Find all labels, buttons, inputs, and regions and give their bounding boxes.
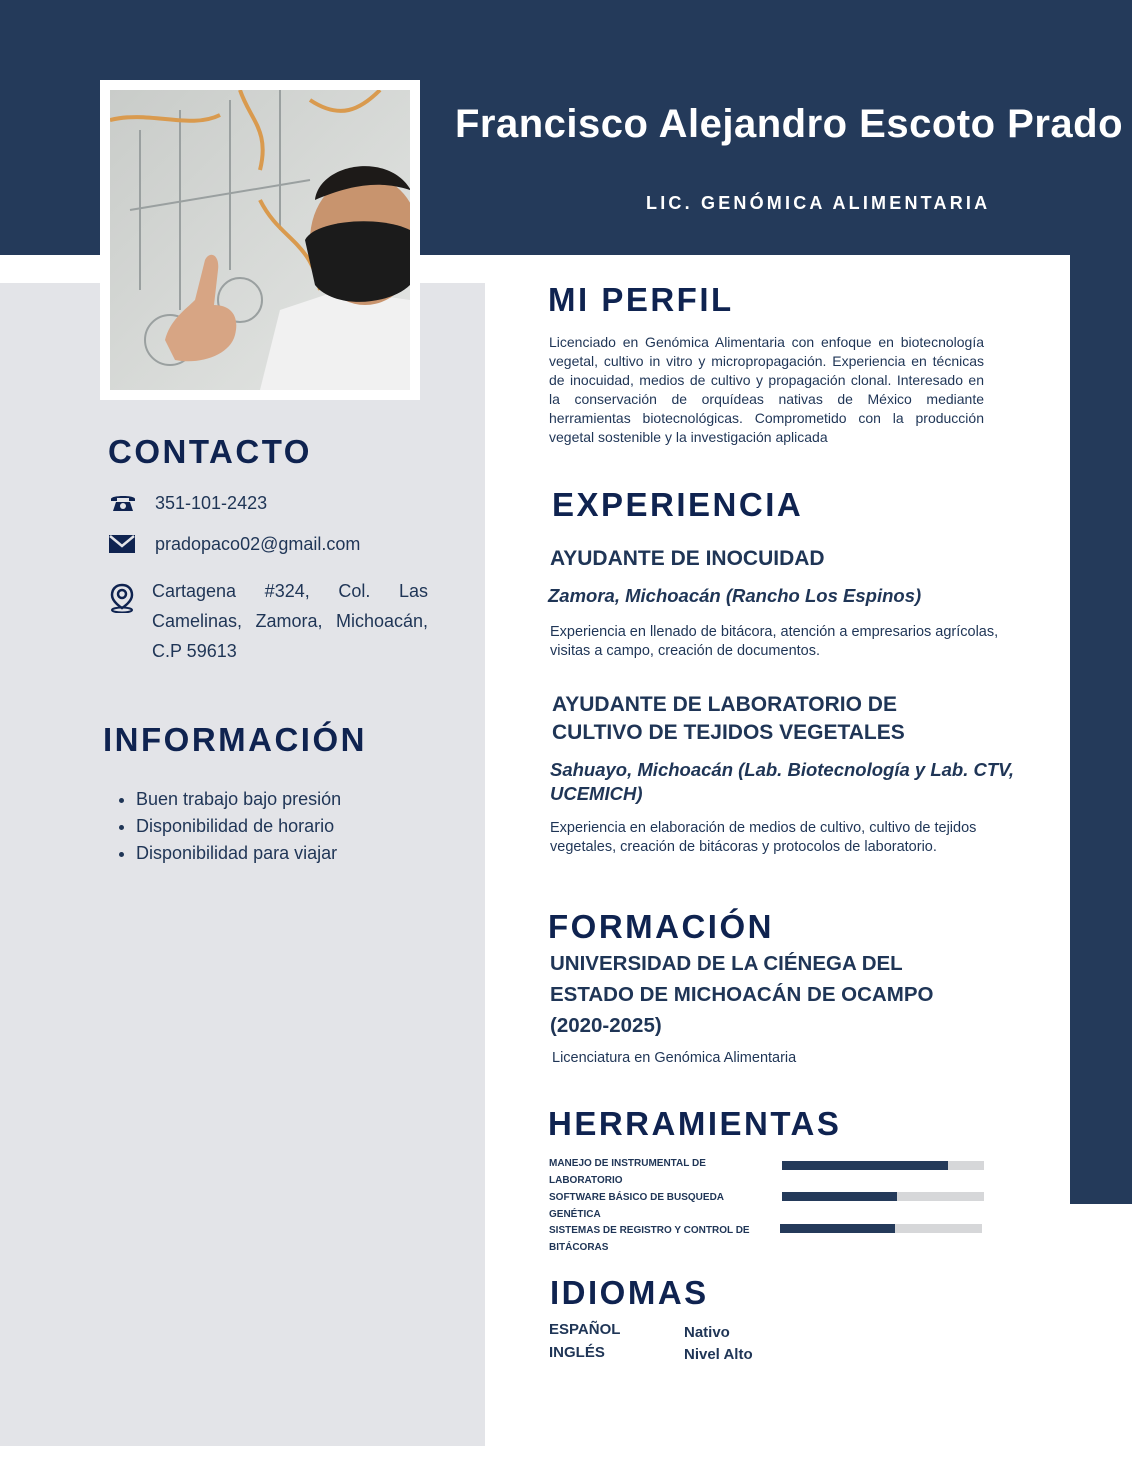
candidate-name: Francisco Alejandro Escoto Prado	[455, 102, 1124, 146]
job-title: AYUDANTE DE LABORATORIO DE CULTIVO DE TEJIDOS VEGETALES	[552, 693, 905, 744]
info-heading: INFORMACIÓN	[103, 721, 367, 758]
profile-photo-frame	[100, 80, 420, 400]
job-description: Experiencia en llenado de bitácora, atención a empresarios agrícolas, visitas a campo, creación de documentos.	[550, 624, 999, 659]
job-place: Zamora, Michoacán (Rancho Los Espinos)	[548, 585, 922, 606]
language-level: Nivel Alto	[684, 1346, 753, 1363]
skill-label: SOFTWARE BÁSICO DE BUSQUEDA GENÉTICA	[549, 1192, 724, 1220]
contact-address: Cartagena #324, Col. Las Camelinas, Zamora, Michoacán, C.P 59613	[152, 581, 428, 661]
education-heading: FORMACIÓN	[548, 908, 774, 945]
candidate-degree: LIC. GENÓMICA ALIMENTARIA	[646, 193, 991, 213]
contact-email-row	[108, 532, 360, 556]
contact-phone-row	[108, 491, 267, 515]
info-list	[112, 786, 341, 867]
mail-icon	[108, 532, 138, 556]
list-item: • Disponibilidad de horario	[136, 813, 341, 840]
profile-text: Licenciado en Genómica Alimentaria con enfoque en biotecnología vegetal, cultivo in vitro y micropropagación. Experiencia en técnicas de inocuidad, medios de cultivo y propagación clonal. Interesado en la conservación de orquídeas nativas de México mediante herramientas biotecnológicas. Comprometido con la producción vegetal sostenible y la investigación aplicada	[549, 334, 984, 445]
languages-heading: IDIOMAS	[550, 1274, 709, 1311]
location-pin-icon	[108, 583, 136, 613]
language-name: ESPAÑOL	[549, 1321, 621, 1338]
job-description: Experiencia en elaboración de medios de cultivo, cultivo de tejidos vegetales, creación de bitácoras y protocolos de laboratorio.	[550, 820, 977, 855]
contact-phone: 351-101-2423	[155, 492, 268, 513]
skill-bar-track	[780, 1224, 982, 1233]
skill-label: SISTEMAS DE REGISTRO Y CONTROL DE BITÁCORAS	[549, 1225, 750, 1253]
education-years: (2020-2025)	[550, 1014, 662, 1037]
skill-bar-track	[782, 1192, 984, 1201]
skill-bar-fill	[782, 1192, 897, 1201]
skill-bar-fill	[780, 1224, 895, 1233]
contact-heading: CONTACTO	[108, 433, 312, 470]
education-degree: Licenciatura en Genómica Alimentaria	[552, 1050, 797, 1066]
list-item: • Disponibilidad para viajar	[136, 840, 341, 867]
profile-heading: MI PERFIL	[548, 281, 734, 318]
list-item: • Buen trabajo bajo presión	[136, 786, 341, 813]
right-accent-band	[1070, 255, 1132, 1204]
experience-heading: EXPERIENCIA	[552, 486, 804, 523]
skill-label: MANEJO DE INSTRUMENTAL DE LABORATORIO	[549, 1158, 706, 1186]
skill-bar-track	[782, 1161, 984, 1170]
phone-icon	[108, 491, 138, 515]
education-school: UNIVERSIDAD DE LA CIÉNEGA DEL ESTADO DE MICHOACÁN DE OCAMPO	[550, 952, 934, 1006]
job-title: AYUDANTE DE INOCUIDAD	[550, 547, 825, 570]
profile-photo	[110, 90, 410, 390]
skill-bar-fill	[782, 1161, 948, 1170]
language-level: Nativo	[684, 1324, 730, 1341]
job-place: Sahuayo, Michoacán (Lab. Biotecnología y Lab. CTV, UCEMICH)	[550, 759, 1014, 804]
language-name: INGLÉS	[549, 1344, 605, 1361]
contact-email[interactable]: pradopaco02@gmail.com	[155, 533, 361, 554]
tools-heading: HERRAMIENTAS	[548, 1105, 842, 1142]
